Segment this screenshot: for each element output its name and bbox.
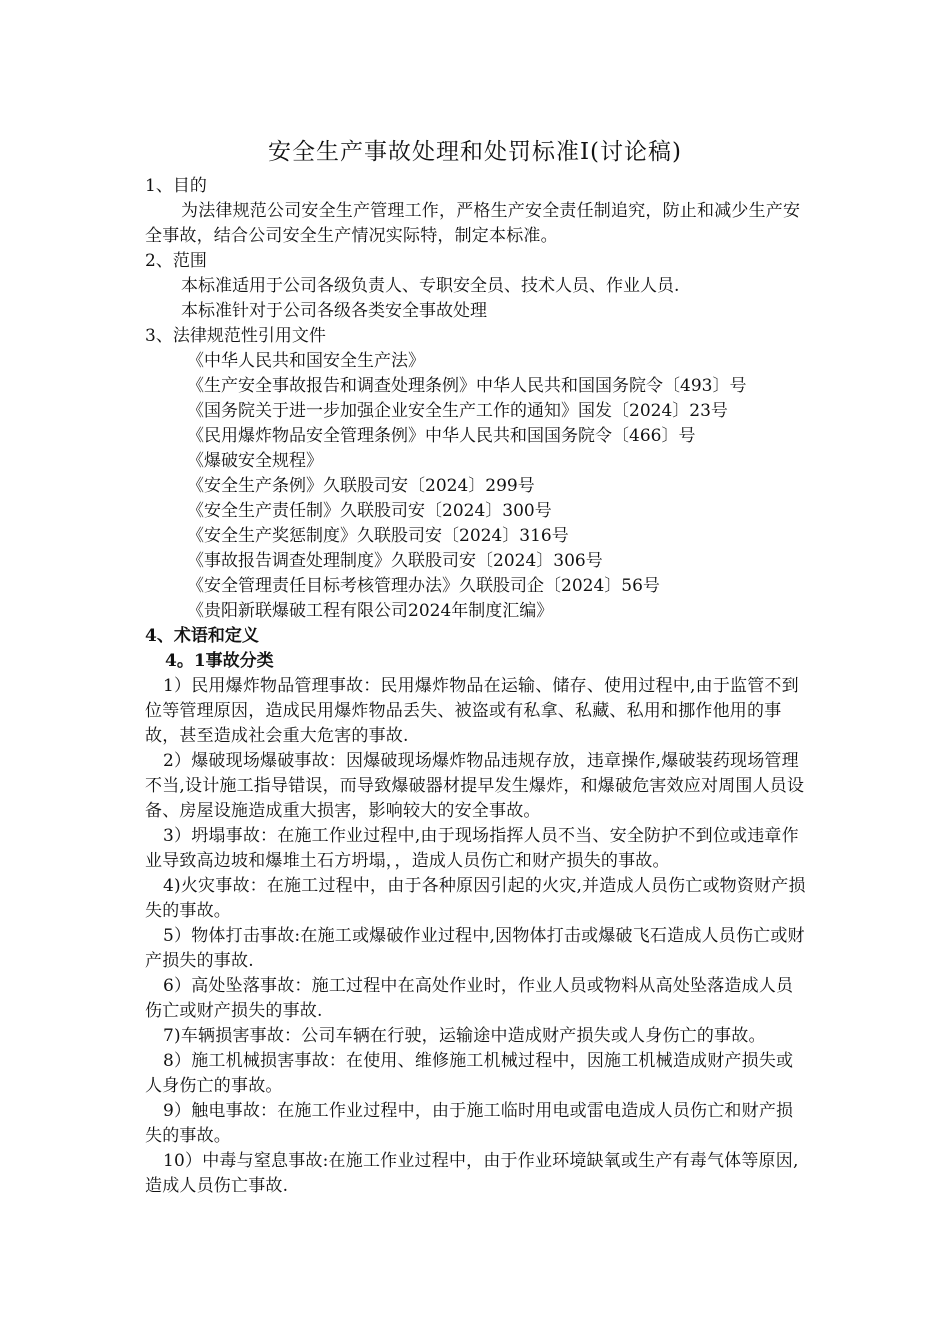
document-body (145, 174, 810, 1199)
scope-line: 本标准针对于公司各级各类安全事故处理 (181, 301, 487, 321)
section-4-heading: 4、术语和定义 (145, 626, 259, 646)
reference-item: 《安全生产奖惩制度》久联股司安〔2024〕316号 (187, 526, 569, 546)
reference-item: 《安全生产条例》久联股司安〔2024〕299号 (187, 476, 535, 496)
accident-type-item: 9）触电事故：在施工作业过程中，由于施工临时用电或雷电造成人员伤亡和财产损失的事故。 (145, 1101, 794, 1146)
reference-item: 《安全管理责任目标考核管理办法》久联股司企〔2024〕56号 (187, 576, 660, 596)
reference-item: 《生产安全事故报告和调查处理条例》中华人民共和国国务院令〔493〕号 (187, 376, 747, 396)
scope-line: 本标准适用于公司各级负责人、专职安全员、技术人员、作业人员. (181, 276, 680, 296)
reference-item: 《安全生产责任制》久联股司安〔2024〕300号 (187, 501, 552, 521)
document-title: 安全生产事故处理和处罚标准Ⅰ(讨论稿) (267, 139, 683, 165)
accident-type-item: 5）物体打击事故:在施工或爆破作业过程中,因物体打击或爆破飞石造成人员伤亡或财产损失的事故. (145, 926, 805, 971)
reference-item: 《爆破安全规程》 (187, 451, 323, 471)
reference-item: 《民用爆炸物品安全管理条例》中华人民共和国国务院令〔466〕号 (187, 426, 696, 446)
accident-type-item: 8）施工机械损害事故：在使用、维修施工机械过程中，因施工机械造成财产损失或人身伤亡的事故。 (145, 1051, 794, 1096)
section-1-heading: 1、目的 (145, 176, 207, 196)
accident-type-item: 10）中毒与窒息事故:在施工作业过程中，由于作业环境缺氧或生产有毒气体等原因,造成人员伤亡事故. (145, 1151, 799, 1196)
accident-type-item: 1）民用爆炸物品管理事故：民用爆炸物品在运输、储存、使用过程中,由于监管不到位等管理原因，造成民用爆炸物品丢失、被盗或有私拿、私藏、私用和挪作他用的事故，甚至造成社会重大危害的事故. (145, 676, 799, 746)
section-1-text: 为法律规范公司安全生产管理工作，严格生产安全责任制追究，防止和减少生产安全事故，结合公司安全生产情况实际特，制定本标准。 (145, 201, 801, 246)
section-2-heading: 2、范围 (145, 251, 207, 271)
reference-item: 《贵阳新联爆破工程有限公司2024年制度汇编》 (187, 601, 554, 621)
accident-type-item: 2）爆破现场爆破事故：因爆破现场爆炸物品违规存放，违章操作,爆破装药现场管理不当,设计施工指导错误，而导致爆破器材提早发生爆炸，和爆破危害效应对周围人员设备、房屋设施造成重大损害，影响较大的安全事故。 (145, 751, 805, 821)
reference-item: 《事故报告调查处理制度》久联股司安〔2024〕306号 (187, 551, 603, 571)
accident-type-item: 4)火灾事故：在施工过程中，由于各种原因引起的火灾,并造成人员伤亡或物资财产损失的事故。 (145, 876, 806, 921)
subsection-heading: 4。1事故分类 (165, 651, 274, 671)
accident-type-item: 3）坍塌事故：在施工作业过程中,由于现场指挥人员不当、安全防护不到位或违章作业导致高边坡和爆堆土石方坍塌，，造成人员伤亡和财产损失的事故。 (145, 826, 799, 871)
accident-type-item: 7)车辆损害事故：公司车辆在行驶，运输途中造成财产损失或人身伤亡的事故。 (163, 1026, 766, 1046)
reference-item: 《中华人民共和国安全生产法》 (187, 351, 425, 371)
accident-type-item: 6）高处坠落事故：施工过程中在高处作业时，作业人员或物料从高处坠落造成人员伤亡或财产损失的事故. (145, 976, 794, 1021)
reference-item: 《国务院关于进一步加强企业安全生产工作的通知》国发〔2024〕23号 (187, 401, 728, 421)
section-3-heading: 3、法律规范性引用文件 (145, 326, 326, 346)
